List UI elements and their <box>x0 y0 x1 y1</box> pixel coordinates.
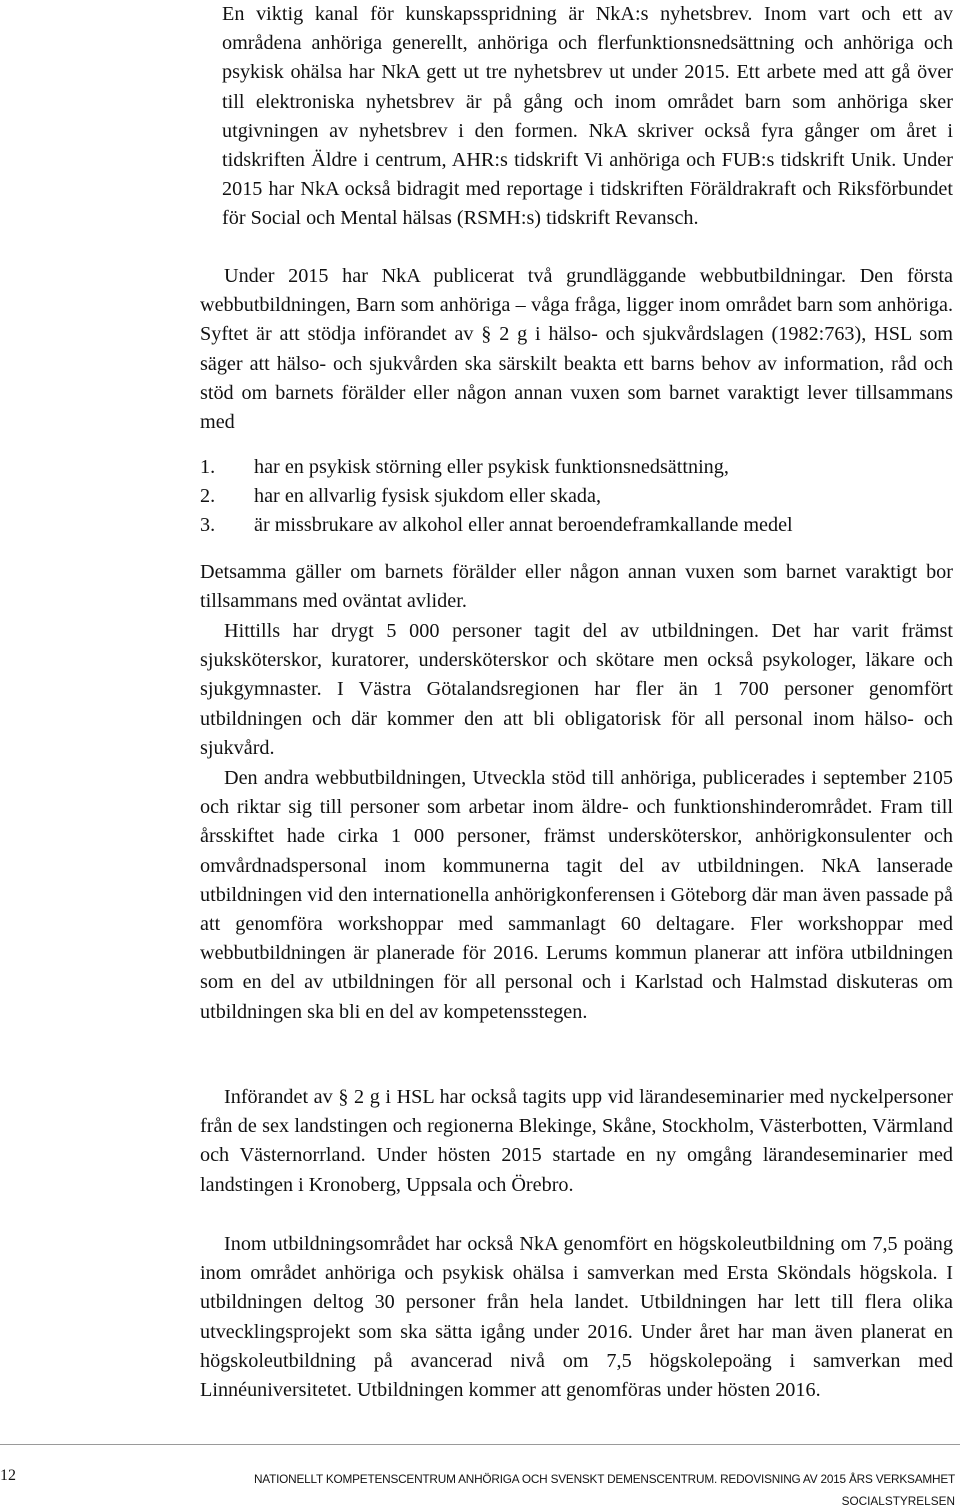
list-item-text: har en allvarlig fysisk sjukdom eller skada, <box>254 485 602 508</box>
paragraph-same-applies: Detsamma gäller om barnets förälder eller någon annan vuxen som barnet varaktigt bor tillsammans med oväntat avlider. <box>200 561 953 613</box>
footer-organization: NATIONELLT KOMPETENSCENTRUM ANHÖRIGA OCH SVENSKT DEMENSCENTRUM. REDOVISNING AV 2015 ÅRS VERKSAMHET <box>253 1472 955 1486</box>
list-item <box>200 511 960 540</box>
list-item-number: 2. <box>200 485 216 508</box>
list-item-text: har en psykisk störning eller psykisk funktionsnedsättning, <box>254 456 729 478</box>
paragraph-participants: Hittills har drygt 5 000 personer tagit del av utbildningen. Det har varit främst sjuksköterskor, kuratorer, undersköterskor och skötare men också psykologer, läkare och sjukgymnaster. I Västra Götalandsregionen har fler än 1 700 personer genomfört utbildningen och där kommer den att bli obligatorisk för all personal inom hälso- och sjukvård. <box>200 620 953 759</box>
hsl-criteria-list <box>200 453 960 541</box>
list-item-text: är missbrukare av alkohol eller annat beroendeframkallande medel <box>254 514 793 537</box>
paragraph-university-course: Inom utbildningsområdet har också NkA genomfört en högskoleutbildning om 7,5 poäng inom området anhöriga och psykisk ohälsa i samverkan med Ersta Sköndals högskola. I utbildningen deltog 30 personer från hela landet. Utbildningen har lett till flera olika utvecklingsprojekt som ska sätta igång under 2016. Under året har man även planerat en högskoleutbildning på avancerad nivå om 7,5 högskolepoäng i samverkan med Linnéuniversitetet. Utbildningen kommer att genomföras under hösten 2016. <box>200 1233 953 1402</box>
list-item <box>200 453 960 482</box>
paragraph-second-course: Den andra webbutbildningen, Utveckla stöd till anhöriga, publicerades i september 2105 och riktar sig till personer som arbetar inom äldre- och funktionshinderområdet. Fram till årsskiftet hade cirka 1 000 personer, främst undersköterskor, anhörigkonsulenter och omvårdnadspersonal inom kommunerna tagit del av utbildningen. NkA lanserade utbildningen vid den internationella anhörigkonferensen i Göteborg där man även passade på att genomföra workshoppar med sammanlagt 60 deltagare. Fler workshoppar med webbutbildningen är planerade för 2016. Lerums kommun planerar att införa utbildningen som en del av utbildningen för all personal och i Karlstad och Halmstad diskuteras om utbildningen ska bli en del av kompetensstegen. <box>200 767 953 1023</box>
list-item-number: 1. <box>200 456 216 478</box>
list-item <box>200 482 960 511</box>
list-item-number: 3. <box>200 514 216 537</box>
paragraph-web-courses: Under 2015 har NkA publicerat två grundläggande webbutbildningar. Den första webbutbildningen, Barn som anhöriga – våga fråga, ligger inom området barn som anhöriga. Syftet är att stödja införandet av § 2 g i hälso- och sjukvårdslagen (1982:763), HSL som säger att hälso- och sjukvården ska särskilt beakta ett barns behov av information, råd och stöd om barnets förälder eller någon annan vuxen som barnet varaktigt lever tillsammans med <box>200 265 953 434</box>
footer-publisher: SOCIALSTYRELSEN <box>841 1494 955 1508</box>
page-number: 12 <box>0 1467 16 1484</box>
paragraph-newsletters: En viktig kanal för kunskapsspridning är NkA:s nyhetsbrev. Inom vart och ett av områdena anhöriga generellt, anhöriga och flerfunktionsnedsättning och anhöriga och psykisk ohälsa har NkA gett ut tre nyhetsbrev ut under 2015. Ett arbete med att gå över till elektroniska nyhetsbrev är på gång och inom området barn som anhöriga sker utgivningen av nyhetsbrev i den formen. NkA skriver också fyra gånger om året i tidskriften Äldre i centrum, AHR:s tidskrift Vi anhöriga och FUB:s tidskrift Unik. Under 2015 har NkA också bidragit med reportage i tidskriften Föräldrakraft och Riksförbundet för Social och Mental hälsas (RSMH:s) tidskrift Revansch. <box>222 3 953 230</box>
footer-divider <box>0 1444 960 1445</box>
paragraph-seminars: Införandet av § 2 g i HSL har också tagits upp vid lärandeseminarier med nyckelpersoner från de sex landstingen och regionerna Blekinge, Skåne, Stockholm, Västerbotten, Värmland och Västernorrland. Under hösten 2015 startade en ny omgång lärandeseminarier med landstingen i Kronoberg, Uppsala och Örebro. <box>200 1086 953 1196</box>
